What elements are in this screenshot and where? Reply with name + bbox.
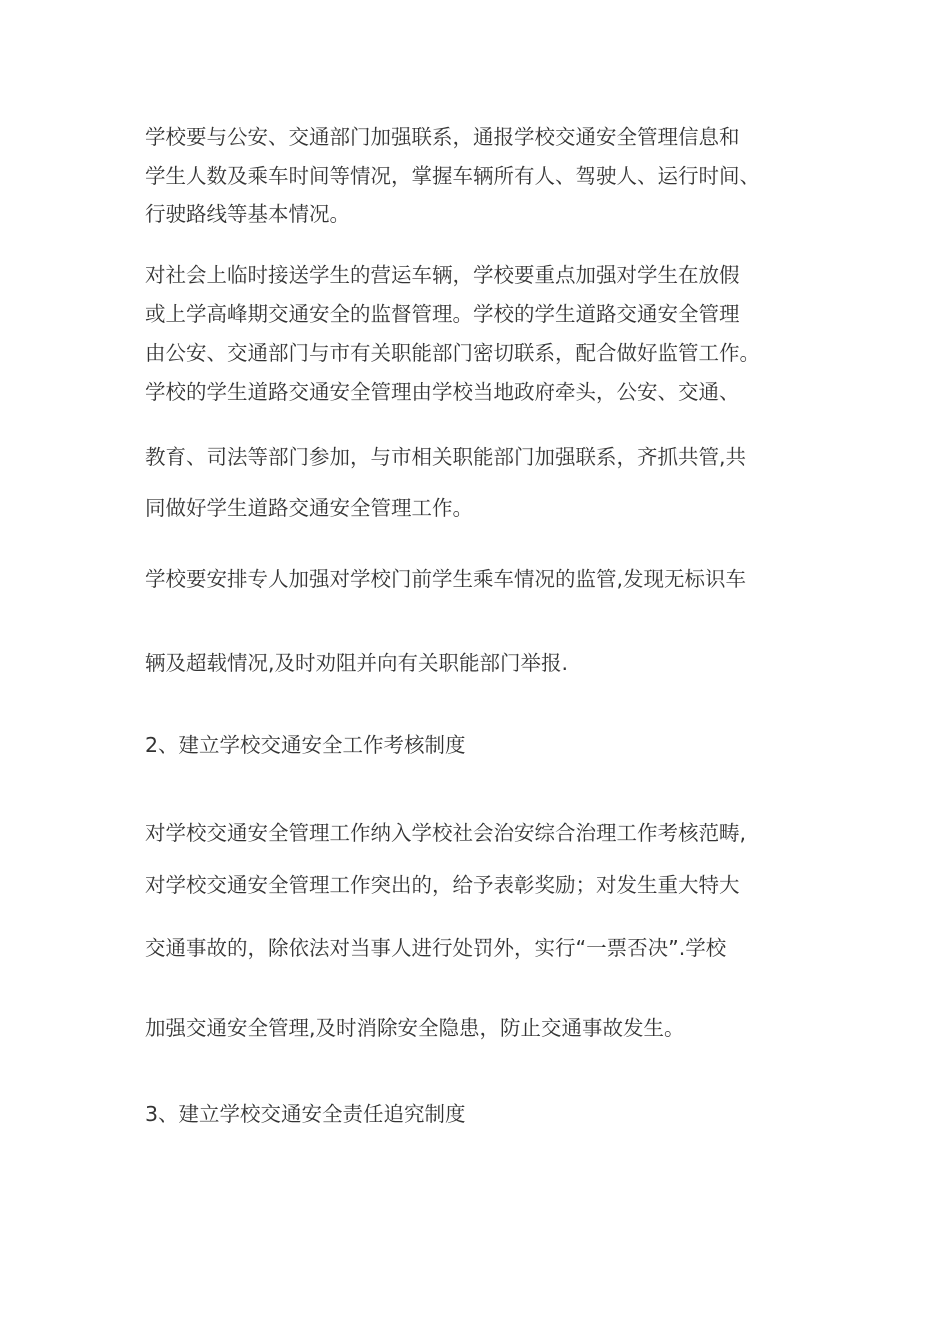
paragraph-line: 辆及超载情况,及时劝阻并向有关职能部门举报.	[145, 651, 569, 675]
paragraph-line: 行驶路线等基本情况。	[145, 202, 350, 226]
paragraph-line: 学生人数及乘车时间等情况，掌握车辆所有人、驾驶人、运行时间、	[145, 164, 760, 188]
paragraph-line: 由公安、交通部门与市有关职能部门密切联系，配合做好监管工作。	[145, 341, 760, 365]
section-heading: 3、建立学校交通安全责任追究制度	[145, 1102, 466, 1126]
paragraph-line: 交通事故的，除依法对当事人进行处罚外，实行“一票否决”.学校	[145, 936, 727, 960]
paragraph-line: 学校要与公安、交通部门加强联系，通报学校交通安全管理信息和	[145, 125, 740, 149]
paragraph-line: 对学校交通安全管理工作纳入学校社会治安综合治理工作考核范畴,	[145, 821, 747, 845]
paragraph-line: 教育、司法等部门参加，与市相关职能部门加强联系，齐抓共管,共	[145, 445, 747, 469]
paragraph-line: 学校要安排专人加强对学校门前学生乘车情况的监管,发现无标识车	[145, 567, 747, 591]
paragraph-line: 同做好学生道路交通安全管理工作。	[145, 496, 473, 520]
paragraph-line: 对社会上临时接送学生的营运车辆，学校要重点加强对学生在放假	[145, 263, 740, 287]
paragraph-line: 学校的学生道路交通安全管理由学校当地政府牵头，公安、交通、	[145, 380, 740, 404]
section-heading: 2、建立学校交通安全工作考核制度	[145, 733, 466, 757]
paragraph-line: 加强交通安全管理,及时消除安全隐患，防止交通事故发生。	[145, 1016, 685, 1040]
paragraph-line: 或上学高峰期交通安全的监督管理。学校的学生道路交通安全管理	[145, 302, 740, 326]
paragraph-line: 对学校交通安全管理工作突出的，给予表彰奖励；对发生重大特大	[145, 873, 740, 897]
